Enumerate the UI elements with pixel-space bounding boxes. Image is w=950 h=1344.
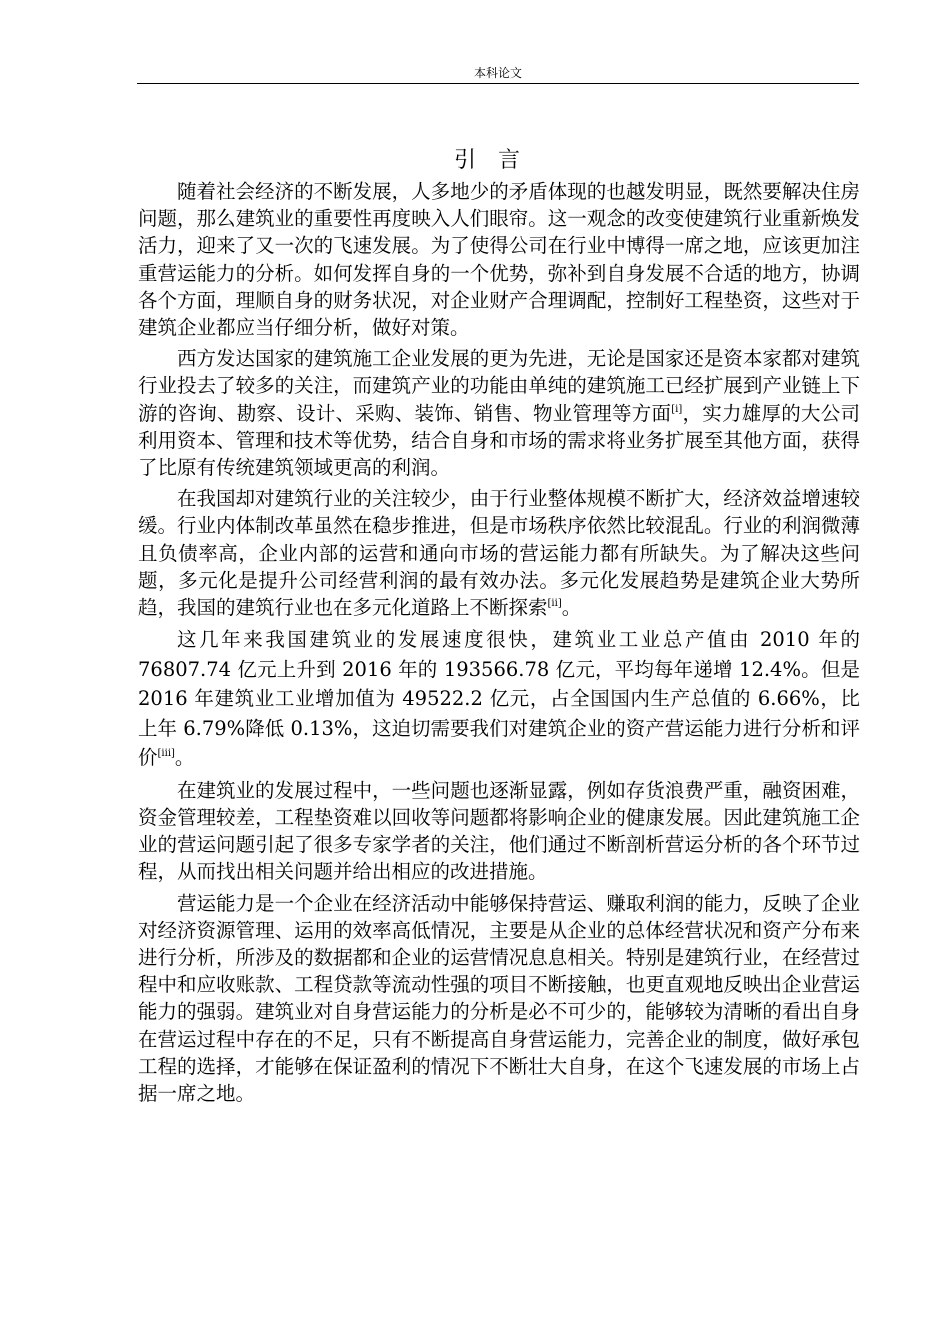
citation-iii: [iii] <box>157 748 175 760</box>
paragraph-4 <box>138 625 860 773</box>
body-text <box>138 178 860 1107</box>
paragraph-4-text-before: 这几年来我国建筑业的发展速度很快，建筑业工业总产值由 2010 年的 76807.74 亿元上升到 2016 年的 193566.78 亿元，平均每年递增 12.4%。但是 2016 年建筑业工业增加值为 49522.2 亿元，占全国国内生产总值的 6.66%，比上年 6.79%降低 0.13%，这迫切需要我们对建筑企业的资产营运能力进行分析和评价 <box>138 628 860 770</box>
paragraph-4-text-after: 。 <box>174 746 195 770</box>
citation-i: [i] <box>671 403 683 415</box>
citation-ii: [ii] <box>547 598 562 610</box>
paragraph-3-text-after: 。 <box>561 596 582 620</box>
paragraph-2-text-after: ，实力雄厚的大公司利用资本、管理和技术等优势，结合自身和市场的需求将业务扩展至其他方面，获得了比原有传统建筑领域更高的利润。 <box>138 401 860 480</box>
section-title: 引言 <box>453 148 542 173</box>
paragraph-5: 在建筑业的发展过程中，一些问题也逐渐显露，例如存货浪费严重，融资困难，资金管理较差，工程垫资难以回收等问题都将影响企业的健康发展。因此建筑施工企业的营运问题引起了很多专家学者的关注，他们通过不断剖析营运分析的各个环节过程，从而找出相关问题并给出相应的改进措施。 <box>138 778 860 884</box>
paragraph-2-text-before: 西方发达国家的建筑施工企业发展的更为先进，无论是国家还是资本家都对建筑行业投去了较多的关注，而建筑产业的功能由单纯的建筑施工已经扩展到产业链上下游的咨询、勘察、设计、采购、装饰、销售、物业管理等方面 <box>138 347 860 425</box>
paragraph-6: 营运能力是一个企业在经济活动中能够保持营运、赚取利润的能力，反映了企业对经济资源管理、运用的效率高低情况，主要是从企业的总体经营状况和资产分布来进行分析，所涉及的数据都和企业的运营情况息息相关。特别是建筑行业，在经营过程中和应收账款、工程贷款等流动性强的项目不断接触，也更直观地反映出企业营运能力的强弱。建筑业对自身营运能力的分析是必不可少的，能够较为清晰的看出自身在营运过程中存在的不足，只有不断提高自身营运能力，完善企业的制度，做好承包工程的选择，才能够在保证盈利的情况下不断壮大自身，在这个飞速发展的市场上占据一席之地。 <box>138 891 860 1105</box>
paragraph-2 <box>138 345 860 481</box>
paragraph-3 <box>138 485 860 621</box>
paragraph-3-text-before: 在我国却对建筑行业的关注较少，由于行业整体规模不断扩大，经济效益增速较缓。行业内体制改革虽然在稳步推进，但是市场秩序依然比较混乱。行业的利润微薄且负债率高，企业内部的运营和通向市场的营运能力都有所缺失。为了解决这些问题，多元化是提升公司经营利润的最有效办法。多元化发展趋势是建筑企业大势所趋，我国的建筑行业也在多元化道路上不断探索 <box>138 487 860 620</box>
header-rule <box>137 83 859 84</box>
page-header: 本科论文 <box>473 66 522 80</box>
paragraph-1: 随着社会经济的不断发展，人多地少的矛盾体现的也越发明显，既然要解决住房问题，那么建筑业的重要性再度映入人们眼帘。这一观念的改变使建筑行业重新焕发活力，迎来了又一次的飞速发展。为了使得公司在行业中博得一席之地，应该更加注重营运能力的分析。如何发挥自身的一个优势，弥补到自身发展不合适的地方，协调各个方面，理顺自身的财务状况，对企业财产合理调配，控制好工程垫资，这些对于建筑企业都应当仔细分析，做好对策。 <box>138 180 860 340</box>
